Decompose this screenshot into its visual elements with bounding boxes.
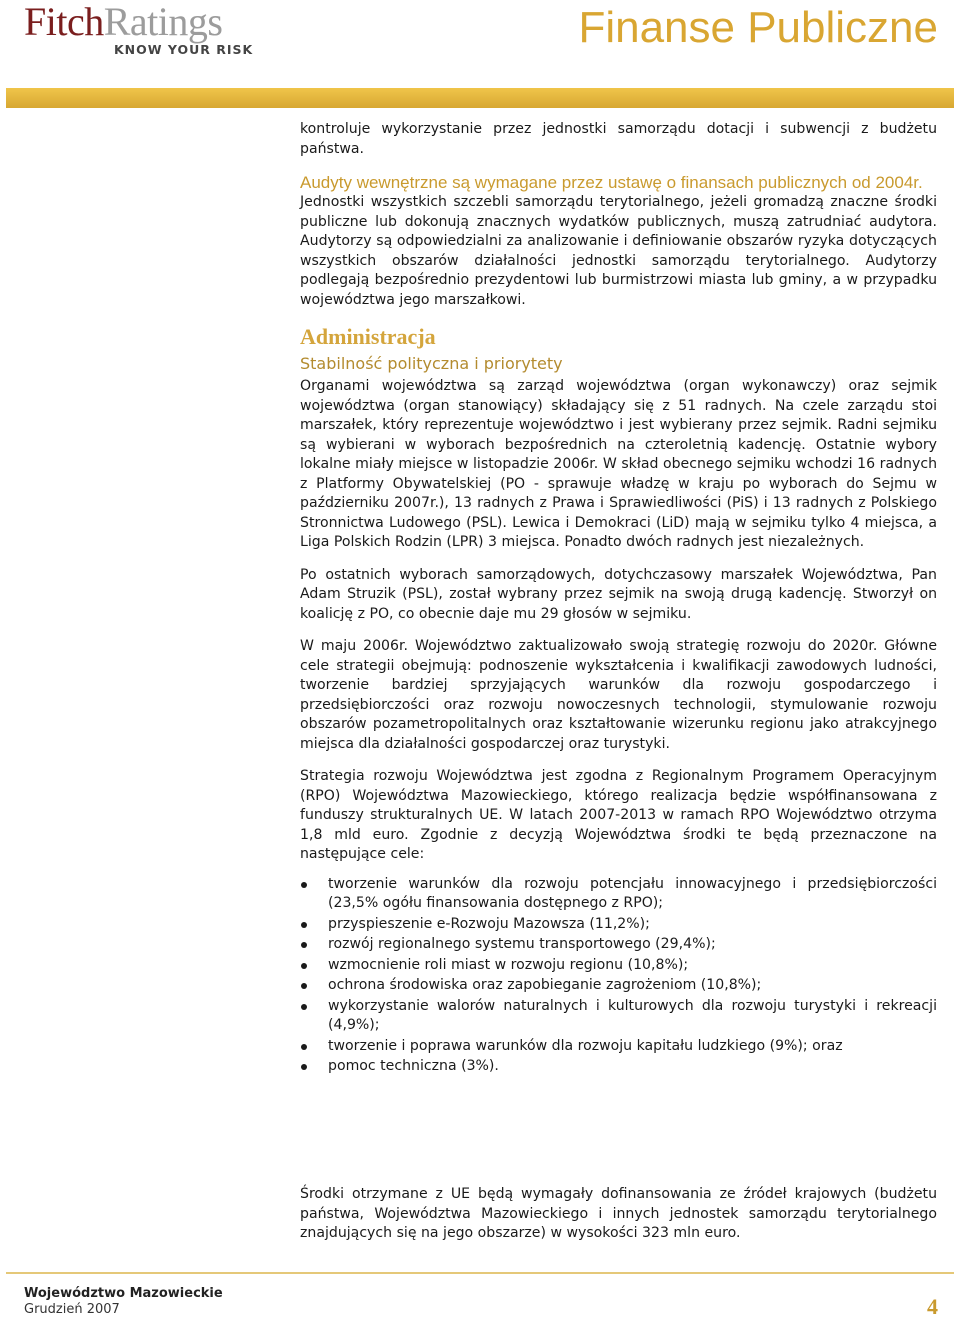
closing-content: [300, 1185, 937, 1244]
bullet-icon: [301, 1004, 307, 1010]
bullet-icon: [301, 942, 307, 948]
audit-heading: Audyty wewnętrzne są wymagane przez ustawę o finansach publicznych od 2004r.: [300, 173, 923, 192]
list-item: ochrona środowiska oraz zapobieganie zagrożeniom (10,8%);: [300, 976, 937, 996]
publication-title: Finanse Publiczne: [578, 3, 938, 52]
audit-paragraph: Jednostki wszystkich szczebli samorządu terytorialnego, jeżeli gromadzą znaczne środki publiczne lub dokonują znacznych wydatków publicznych, muszą zatrudniać audytora. Audytorzy są odpowiedzialni za analizowanie i definiowanie obszarów ryzyka dotyczących wszystkich obszarów działalności jednostki samorządu terytorialnego. Audytorzy podlegają bezpośrednio prezydentowi lub burmistrzowi miasta lub gminy, a w przypadku województwa jego marszałkowi.: [300, 194, 937, 308]
bullet-icon: [301, 1064, 307, 1070]
list-item: wzmocnienie roli miast w rozwoju regionu (10,8%);: [300, 956, 937, 976]
paragraph-rpo: Strategia rozwoju Województwa jest zgodna z Regionalnym Programem Operacyjnym (RPO) Województwa Mazowieckiego, którego realizacja będzie współfinansowana z funduszy strukturalnych UE. W latach 2007-2013 w ramach RPO Województwo otrzyma 1,8 mld euro. Zgodnie z decyzją Województwa środki te będą przeznaczone na następujące cele:: [300, 768, 937, 862]
page-footer: [24, 1286, 223, 1318]
bullet-icon: [301, 1044, 307, 1050]
section-subtitle: Stabilność polityczna i priorytety: [300, 354, 563, 373]
list-item: przyspieszenie e-Rozwoju Mazowsza (11,2%);: [300, 915, 937, 935]
bullet-icon: [301, 983, 307, 989]
bullet-icon: [301, 882, 307, 888]
footer-date: Grudzień 2007: [24, 1302, 120, 1317]
logo-tagline: KNOW YOUR RISK: [114, 42, 254, 57]
list-item: tworzenie warunków dla rozwoju potencjału innowacyjnego i przedsiębiorczości (23,5% ogółu finansowania dostępnego z RPO);: [300, 875, 937, 914]
section-title: Administracja: [300, 324, 436, 349]
rpo-goals-list: [300, 875, 937, 1077]
paragraph-organs: Organami województwa są zarząd województwa (organ wykonawczy) oraz sejmik województwa (organ stanowiący) składający się z 51 radnych. Na czele zarządu stoi marszałek, który reprezentuje województwo i jest wybierany przez sejmik. Radni sejmiku są wybierani w wyborach bezpośrednich na czteroletnią kadencję. Ostatnie wybory lokalne miały miejsce w listopadzie 2006r. W skład obecnego sejmiku wchodzi 16 radnych z Platformy Obywatelskiej (PO - sprawuje władzę w kraju po wyborach do Sejmu w październiku 2007r.), 13 radnych z Prawa i Sprawiedliwości (PiS) i 13 radnych z Polskiego Stronnictwa Ludowego (PSL). Lewica i Demokraci (LiD) mają w sejmiku tylko 4 miejsca, a Liga Polskich Rodzin (LPR) 3 miejsca. Ponadto dwóch radnych jest niezależnych.: [300, 378, 937, 550]
paragraph-cofinancing: Środki otrzymane z UE będą wymagały dofinansowania ze źródeł krajowych (budżetu państwa, Województwa Mazowieckiego i innych jednostek samorządu terytorialnego znajdujących się na jego obszarze) w wysokości 323 mln euro.: [300, 1186, 937, 1241]
bullet-icon: [301, 922, 307, 928]
header-band: [6, 88, 954, 108]
list-item: pomoc techniczna (3%).: [300, 1057, 937, 1077]
footer-divider: [6, 1272, 954, 1274]
fitch-ratings-logo: [24, 0, 253, 57]
list-item: tworzenie i poprawa warunków dla rozwoju kapitału ludzkiego (9%); oraz: [300, 1037, 937, 1057]
bullet-icon: [301, 963, 307, 969]
list-item: wykorzystanie walorów naturalnych i kulturowych dla rozwoju turystyki i rekreacji (4,9%);: [300, 997, 937, 1036]
page-header: [0, 0, 960, 88]
intro-paragraph: kontroluje wykorzystanie przez jednostki samorządu dotacji i subwencji z budżetu państwa.: [300, 121, 937, 157]
paragraph-strategy: W maju 2006r. Województwo zaktualizowało swoją strategię rozwoju do 2020r. Główne cele strategii obejmują: podnoszenie wykształcenia i kwalifikacji zawodowych ludności, tworzenie bardziej sprzyjających warunków dla rozwoju gospodarczego i przedsiębiorczości oraz rozwoju nowoczesnych technologii, stymulowanie rozwoju obszarów pozametropolitalnych oraz kształtowanie wizerunku regionu jako atrakcyjnego miejsca dla działalności gospodarczej oraz turystyki.: [300, 638, 937, 752]
main-content: [300, 120, 937, 1078]
list-item: rozwój regionalnego systemu transportowego (29,4%);: [300, 935, 937, 955]
logo-wordmark: [24, 0, 253, 44]
paragraph-marshal: Po ostatnich wyborach samorządowych, dotychczasowy marszałek Województwa, Pan Adam Struzik (PSL), został wybrany przez sejmik na swoją drugą kadencję. Stworzył on koalicję z PO, co obecnie daje mu 29 głosów w sejmiku.: [300, 566, 937, 622]
page-number: 4: [927, 1294, 938, 1319]
logo-fitch: Fitch: [24, 0, 104, 44]
footer-entity: Województwo Mazowieckie: [24, 1286, 223, 1301]
logo-ratings: Ratings: [103, 0, 223, 44]
